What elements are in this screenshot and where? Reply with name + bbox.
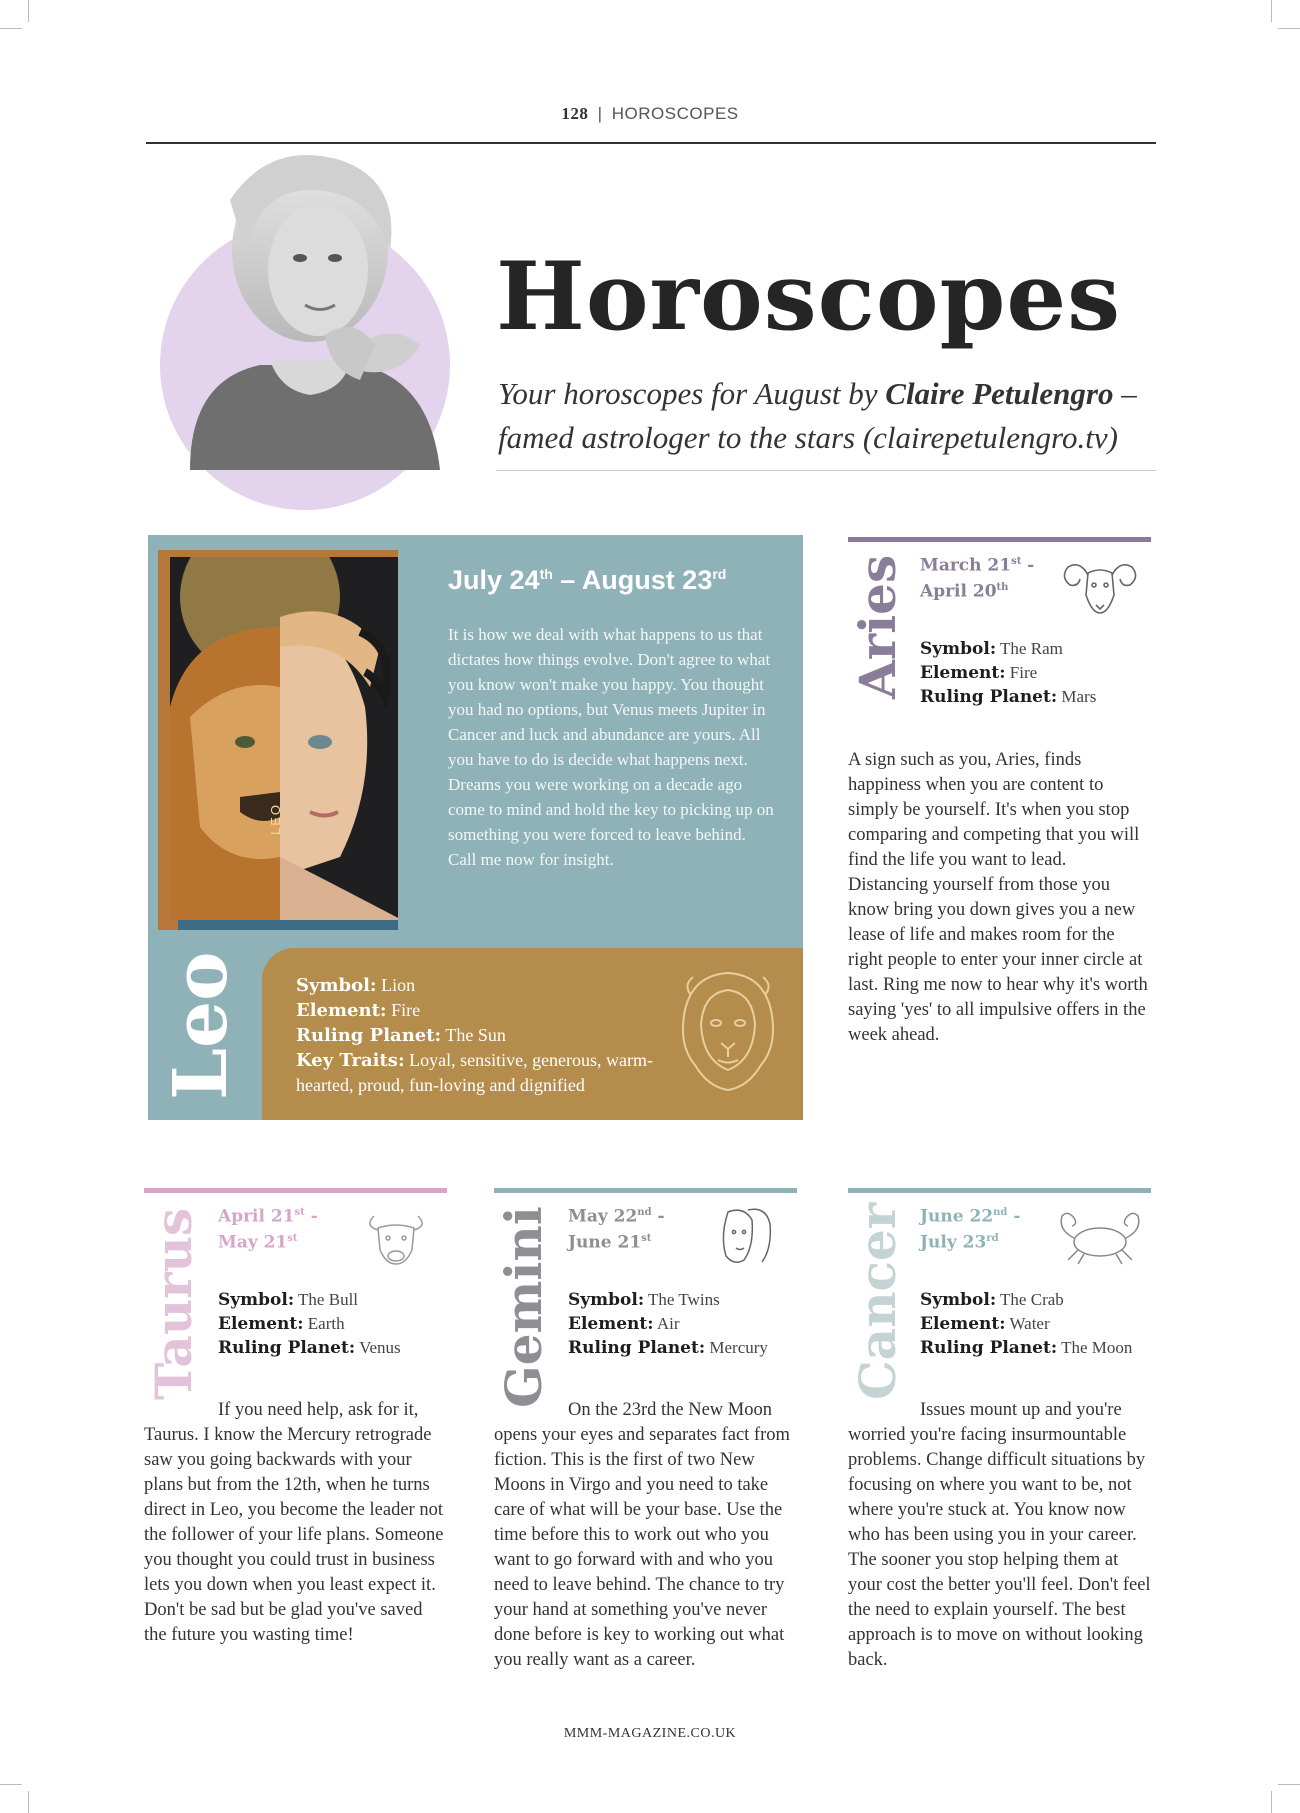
gemini-date-end: June 21 xyxy=(568,1232,642,1253)
sign-taurus xyxy=(144,1188,447,1688)
cancer-horoscope-text: Issues mount up and you're worried you're facing insurmountable problems. Change difficult situations by focusing on where you want to be, not where you're stuck at. You know now who has been using you in your career. The sooner you stop helping them at your cost the better you'll feel. Don't feel the need to explain yourself. The best approach is to move on without looking back. xyxy=(848,1400,1151,1670)
crab-icon xyxy=(1048,1206,1152,1268)
leo-sign-name: Leo xyxy=(158,951,244,1100)
lion-icon xyxy=(673,965,783,1095)
gemini-symbol-label: Symbol: xyxy=(568,1290,645,1310)
taurus-planet-label: Ruling Planet: xyxy=(218,1338,356,1358)
cancer-symbol-label: Symbol: xyxy=(920,1290,997,1310)
leo-symbol-label: Symbol: xyxy=(296,975,377,996)
gemini-rule xyxy=(494,1188,797,1193)
taurus-symbol: The Bull xyxy=(294,1290,359,1309)
author-portrait xyxy=(150,130,460,470)
taurus-date-start-suffix: st xyxy=(294,1207,305,1218)
leo-planet: The Sun xyxy=(441,1025,506,1045)
subtitle-part2: – famed astrologer to the stars (clairepetulengro.tv) xyxy=(498,376,1137,455)
aries-element: Fire xyxy=(1005,663,1038,682)
cancer-planet: The Moon xyxy=(1057,1338,1133,1357)
aries-sign-name: Aries xyxy=(848,554,907,699)
aries-planet-label: Ruling Planet: xyxy=(920,687,1058,707)
gemini-date-start-suffix: nd xyxy=(637,1207,652,1218)
aries-symbol-label: Symbol: xyxy=(920,639,997,659)
leo-photo-label: LEO xyxy=(268,802,283,835)
aries-date-end: April 20 xyxy=(920,581,997,602)
cancer-planet-label: Ruling Planet: xyxy=(920,1338,1058,1358)
leo-element: Fire xyxy=(386,1000,421,1020)
cancer-rule xyxy=(848,1188,1151,1193)
crop-mark xyxy=(1271,0,1272,22)
section-name: HOROSCOPES xyxy=(611,104,739,123)
gemini-planet-label: Ruling Planet: xyxy=(568,1338,706,1358)
leo-element-label: Element: xyxy=(296,1000,387,1021)
cancer-symbol: The Crab xyxy=(996,1290,1064,1309)
crop-mark xyxy=(1271,1791,1272,1813)
cancer-date-end: July 23 xyxy=(920,1232,987,1253)
taurus-element: Earth xyxy=(303,1314,345,1333)
leo-date-separator: – xyxy=(552,565,582,595)
gemini-element: Air xyxy=(653,1314,680,1333)
aries-date-dash: - xyxy=(1021,555,1035,576)
cancer-dates xyxy=(920,1202,1020,1253)
sign-gemini xyxy=(494,1188,797,1688)
crop-mark xyxy=(0,28,22,29)
page-title: Horoscopes xyxy=(496,242,1122,352)
ram-icon xyxy=(1058,555,1142,617)
crop-mark xyxy=(28,0,29,22)
leo-date-start: July 24 xyxy=(448,565,540,595)
twins-icon xyxy=(704,1206,788,1268)
aries-planet: Mars xyxy=(1057,687,1097,706)
aries-horoscope-text: A sign such as you, Aries, finds happiness when you are content to simply be yourself. It's when you stop comparing and competing that you will find the life you want to lead. Distancing yourself from those you know bring you down gives you a new lease of life and makes room for the right people to enter your inner circle at last. Ring me now to hear why it's worth saying 'yes' to all impulsive offers in the week ahead. xyxy=(848,750,1148,1045)
gemini-sign-name: Gemini xyxy=(494,1206,553,1408)
leo-date-end: August 23 xyxy=(581,565,713,595)
taurus-symbol-label: Symbol: xyxy=(218,1290,295,1310)
leo-facts xyxy=(296,973,676,1098)
page-number: 128 xyxy=(561,104,589,123)
leo-traits-label: Key Traits: xyxy=(296,1050,405,1071)
aries-element-label: Element: xyxy=(920,663,1006,683)
gemini-planet: Mercury xyxy=(705,1338,768,1357)
taurus-dates xyxy=(218,1202,318,1253)
gemini-horoscope-text: On the 23rd the New Moon opens your eyes and separates fact from fiction. This is the first of two New Moons in Virgo and you need to take care of what will be your base. Use the time before this to work out who you want to go forward with and who you need to leave behind. The chance to try your hand at something you've never done before is key to working out what you really want as a career. xyxy=(494,1400,790,1670)
taurus-date-dash: - xyxy=(304,1206,318,1227)
taurus-element-label: Element: xyxy=(218,1314,304,1334)
cancer-date-dash: - xyxy=(1007,1206,1021,1227)
leo-planet-label: Ruling Planet: xyxy=(296,1025,442,1046)
gemini-date-end-suffix: st xyxy=(641,1232,652,1244)
cancer-element-label: Element: xyxy=(920,1314,1006,1334)
crop-mark xyxy=(28,1791,29,1813)
taurus-date-end-suffix: st xyxy=(287,1232,298,1244)
lion-woman-illustration xyxy=(170,557,402,920)
gemini-dates xyxy=(568,1202,665,1253)
aries-rule xyxy=(848,537,1151,542)
sign-cancer xyxy=(848,1188,1151,1688)
gemini-date-start: May 22 xyxy=(568,1206,638,1227)
taurus-planet: Venus xyxy=(355,1338,401,1357)
leo-horoscope-text: It is how we deal with what happens to us that dictates how things evolve. Don't agree to what you know won't make you happy. You thought you had no options, but Venus meets Jupiter in Cancer and luck and abundance are yours. All you have to do is decide what happens next. Dreams you were working on a decade ago come to mind and hold the key to picking up on something you were forced to leave behind. Call me now for insight. xyxy=(448,625,774,869)
leo-feature xyxy=(148,535,803,1120)
author-name: Claire Petulengro xyxy=(885,376,1114,411)
cancer-date-start-suffix: nd xyxy=(993,1207,1008,1218)
header-separator: | xyxy=(597,104,603,123)
cancer-date-end-suffix: rd xyxy=(986,1232,999,1244)
crop-mark xyxy=(1278,1784,1300,1785)
gemini-date-dash: - xyxy=(651,1206,665,1227)
taurus-facts xyxy=(218,1288,401,1360)
taurus-date-end: May 21 xyxy=(218,1232,288,1253)
leo-photo xyxy=(170,557,402,920)
aries-date-start-suffix: st xyxy=(1011,556,1022,567)
aries-date-start: March 21 xyxy=(920,555,1012,576)
taurus-horoscope-text: If you need help, ask for it, Taurus. I know the Mercury retrograde saw you going backwards with your plans but from the 12th, when he turns direct in Leo, you become the leader not the follower of your life plans. Someone you thought you could trust in business lets you down when you least expect it. Don't be sad but be glad you've saved the future you wasting time! xyxy=(144,1400,444,1645)
taurus-rule xyxy=(144,1188,447,1193)
leo-dates xyxy=(448,565,726,596)
crop-mark xyxy=(1278,28,1300,29)
cancer-date-start: June 22 xyxy=(920,1206,994,1227)
aries-dates xyxy=(920,551,1034,602)
leo-date-start-suffix: th xyxy=(539,566,553,582)
aries-date-end-suffix: th xyxy=(996,581,1009,593)
page-subtitle xyxy=(498,372,1178,460)
leo-traits: Loyal, sensitive, generous, warm-hearted, proud, fun-loving and dignified xyxy=(296,1050,654,1095)
taurus-date-start: April 21 xyxy=(218,1206,295,1227)
crop-mark xyxy=(0,1784,22,1785)
gemini-element-label: Element: xyxy=(568,1314,654,1334)
gemini-facts xyxy=(568,1288,768,1360)
cancer-facts xyxy=(920,1288,1132,1360)
leo-date-end-suffix: rd xyxy=(712,566,727,582)
sign-aries xyxy=(848,537,1151,1057)
cancer-element: Water xyxy=(1005,1314,1050,1333)
aries-symbol: The Ram xyxy=(996,639,1063,658)
bull-icon xyxy=(354,1206,438,1268)
subtitle-part1: Your horoscopes for August by xyxy=(498,376,886,411)
page-footer: MMM-MAGAZINE.CO.UK xyxy=(563,1726,737,1741)
cancer-sign-name: Cancer xyxy=(848,1202,907,1400)
subtitle-rule xyxy=(496,470,1156,471)
leo-symbol: Lion xyxy=(376,975,416,995)
page-header xyxy=(0,104,1300,124)
taurus-sign-name: Taurus xyxy=(144,1207,203,1400)
gemini-symbol: The Twins xyxy=(644,1290,720,1309)
aries-facts xyxy=(920,637,1096,709)
